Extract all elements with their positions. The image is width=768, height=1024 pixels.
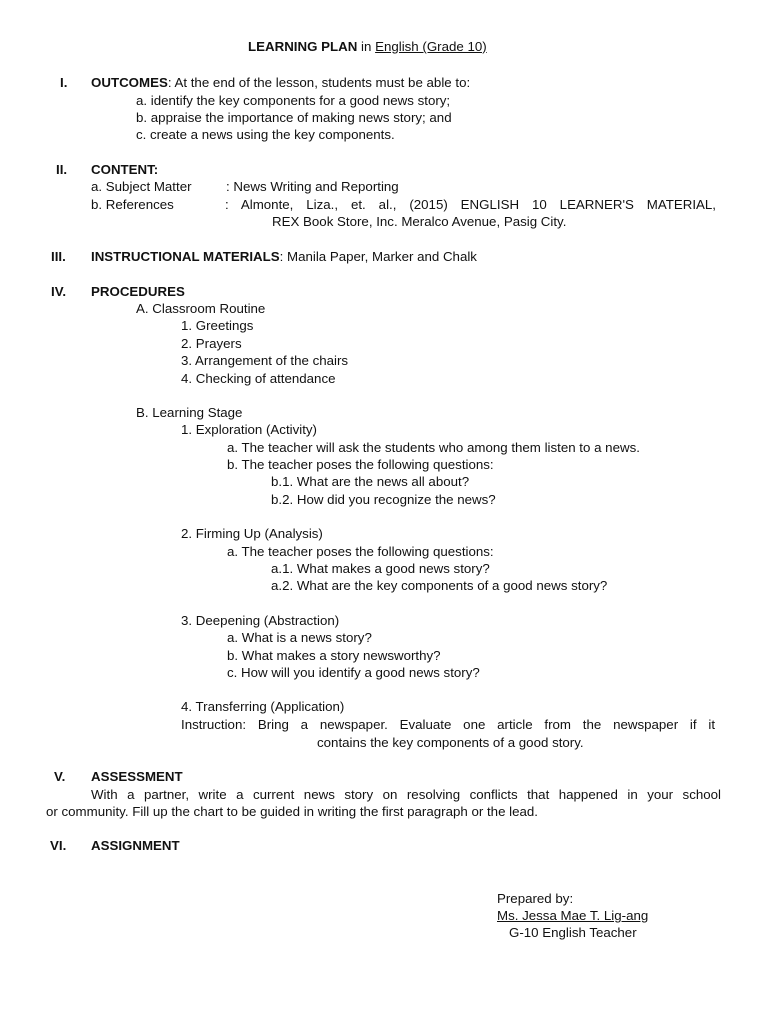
assessment-word: on xyxy=(382,787,398,802)
deepening-item: b. What makes a story newsworthy? xyxy=(227,648,441,663)
exploration-item: b. The teacher poses the following questions: xyxy=(227,457,494,472)
title-subject: English (Grade 10) xyxy=(375,39,487,54)
routine-item: 2. Prayers xyxy=(181,336,242,351)
learning-stage-title: B. Learning Stage xyxy=(136,405,243,420)
subject-matter-value: : News Writing and Reporting xyxy=(226,179,399,194)
firming-up-title: 2. Firming Up (Analysis) xyxy=(181,526,323,541)
assessment-word: current xyxy=(252,787,295,802)
procedures-heading: PROCEDURES xyxy=(91,284,185,299)
instruction-word: it xyxy=(708,717,716,732)
ref-word: LEARNER'S xyxy=(559,197,634,212)
title-in: in xyxy=(357,39,376,54)
section-number-outcomes: I. xyxy=(60,75,68,90)
instruction-word: one xyxy=(463,717,486,732)
ref-word: et. xyxy=(350,197,366,212)
assessment-word: school xyxy=(682,787,721,802)
instruction-word: from xyxy=(544,717,572,732)
assessment-word: story xyxy=(344,787,374,802)
materials-text: : Manila Paper, Marker and Chalk xyxy=(279,249,477,264)
instruction-word: newspaper. xyxy=(319,717,388,732)
ref-word: 10 xyxy=(531,197,547,212)
ref-word: (2015) xyxy=(409,197,448,212)
routine-item: 1. Greetings xyxy=(181,318,254,333)
outcome-item: a. identify the key components for a good news story; xyxy=(136,93,451,108)
exploration-question: b.1. What are the news all about? xyxy=(271,474,470,489)
instruction-word: if xyxy=(689,717,697,732)
deepening-title: 3. Deepening (Abstraction) xyxy=(181,613,340,628)
transferring-title: 4. Transferring (Application) xyxy=(181,699,345,714)
deepening-item: c. How will you identify a good news story? xyxy=(227,665,480,680)
outcomes-heading-line xyxy=(91,75,470,91)
document-title xyxy=(248,39,487,55)
teacher-name: Ms. Jessa Mae T. Lig-ang xyxy=(497,908,649,923)
firming-up-question: a.1. What makes a good news story? xyxy=(271,561,490,576)
transferring-instruction-continued: contains the key components of a good story. xyxy=(317,735,584,750)
assessment-word: your xyxy=(647,787,674,802)
assessment-word: happened xyxy=(558,787,618,802)
instruction-word: Evaluate xyxy=(399,717,452,732)
exploration-title: 1. Exploration (Activity) xyxy=(181,422,317,437)
section-number-content: II. xyxy=(56,162,68,177)
references-continued: REX Book Store, Inc. Meralco Avenue, Pasig City. xyxy=(272,214,567,229)
outcomes-heading: OUTCOMES xyxy=(91,75,168,90)
assessment-word: news xyxy=(303,787,335,802)
ref-word: al., xyxy=(378,197,397,212)
section-number-assessment: V. xyxy=(54,769,66,784)
outcomes-intro: : At the end of the lesson, students must be able to: xyxy=(167,75,471,90)
references-label: b. References xyxy=(91,197,174,212)
instruction-word: Bring xyxy=(257,717,289,732)
assessment-word: that xyxy=(527,787,550,802)
exploration-question: b.2. How did you recognize the news? xyxy=(271,492,496,507)
routine-item: 3. Arrangement of the chairs xyxy=(181,353,349,368)
ref-word: ENGLISH xyxy=(460,197,520,212)
transferring-instruction xyxy=(181,717,715,733)
firming-up-question: a.2. What are the key components of a good news story? xyxy=(271,578,608,593)
instruction-word: Instruction: xyxy=(181,717,247,732)
instruction-word: article xyxy=(497,717,533,732)
routine-item: 4. Checking of attendance xyxy=(181,371,336,386)
assessment-word: in xyxy=(627,787,638,802)
assessment-text xyxy=(91,787,721,803)
firming-up-item: a. The teacher poses the following questions: xyxy=(227,544,494,559)
assessment-heading: ASSESSMENT xyxy=(91,769,183,784)
instruction-word: a xyxy=(300,717,309,732)
assessment-word: a xyxy=(127,787,135,802)
ref-word: Almonte, xyxy=(240,197,294,212)
instruction-word: newspaper xyxy=(613,717,679,732)
assessment-word: conflicts xyxy=(469,787,518,802)
section-number-procedures: IV. xyxy=(51,284,67,299)
materials-heading: INSTRUCTIONAL MATERIALS xyxy=(91,249,280,264)
materials-line xyxy=(91,249,477,265)
deepening-item: a. What is a news story? xyxy=(227,630,372,645)
ref-word: Liza., xyxy=(306,197,339,212)
prepared-by-label: Prepared by: xyxy=(497,891,574,906)
assessment-text-continued: or community. Fill up the chart to be guided in writing the first paragraph or the lead. xyxy=(46,804,538,819)
assessment-word: a xyxy=(236,787,244,802)
assessment-word: partner, xyxy=(143,787,190,802)
outcome-item: b. appraise the importance of making news story; and xyxy=(136,110,452,125)
assignment-heading: ASSIGNMENT xyxy=(91,838,180,853)
ref-word: MATERIAL, xyxy=(646,197,717,212)
outcome-item: c. create a news using the key components. xyxy=(136,127,395,142)
classroom-routine-title: A. Classroom Routine xyxy=(136,301,266,316)
instruction-word: the xyxy=(582,717,602,732)
ref-word: : xyxy=(225,197,229,212)
exploration-item: a. The teacher will ask the students who among them listen to a news. xyxy=(227,440,640,455)
assessment-word: resolving xyxy=(406,787,461,802)
section-number-materials: III. xyxy=(51,249,66,264)
subject-matter-label: a. Subject Matter xyxy=(91,179,192,194)
assessment-word: With xyxy=(91,787,118,802)
section-number-assignment: VI. xyxy=(50,838,67,853)
references-value xyxy=(225,197,716,213)
content-heading: CONTENT: xyxy=(91,162,159,177)
teacher-role: G-10 English Teacher xyxy=(509,925,637,940)
title-main: LEARNING PLAN xyxy=(248,39,358,54)
assessment-word: write xyxy=(198,787,227,802)
